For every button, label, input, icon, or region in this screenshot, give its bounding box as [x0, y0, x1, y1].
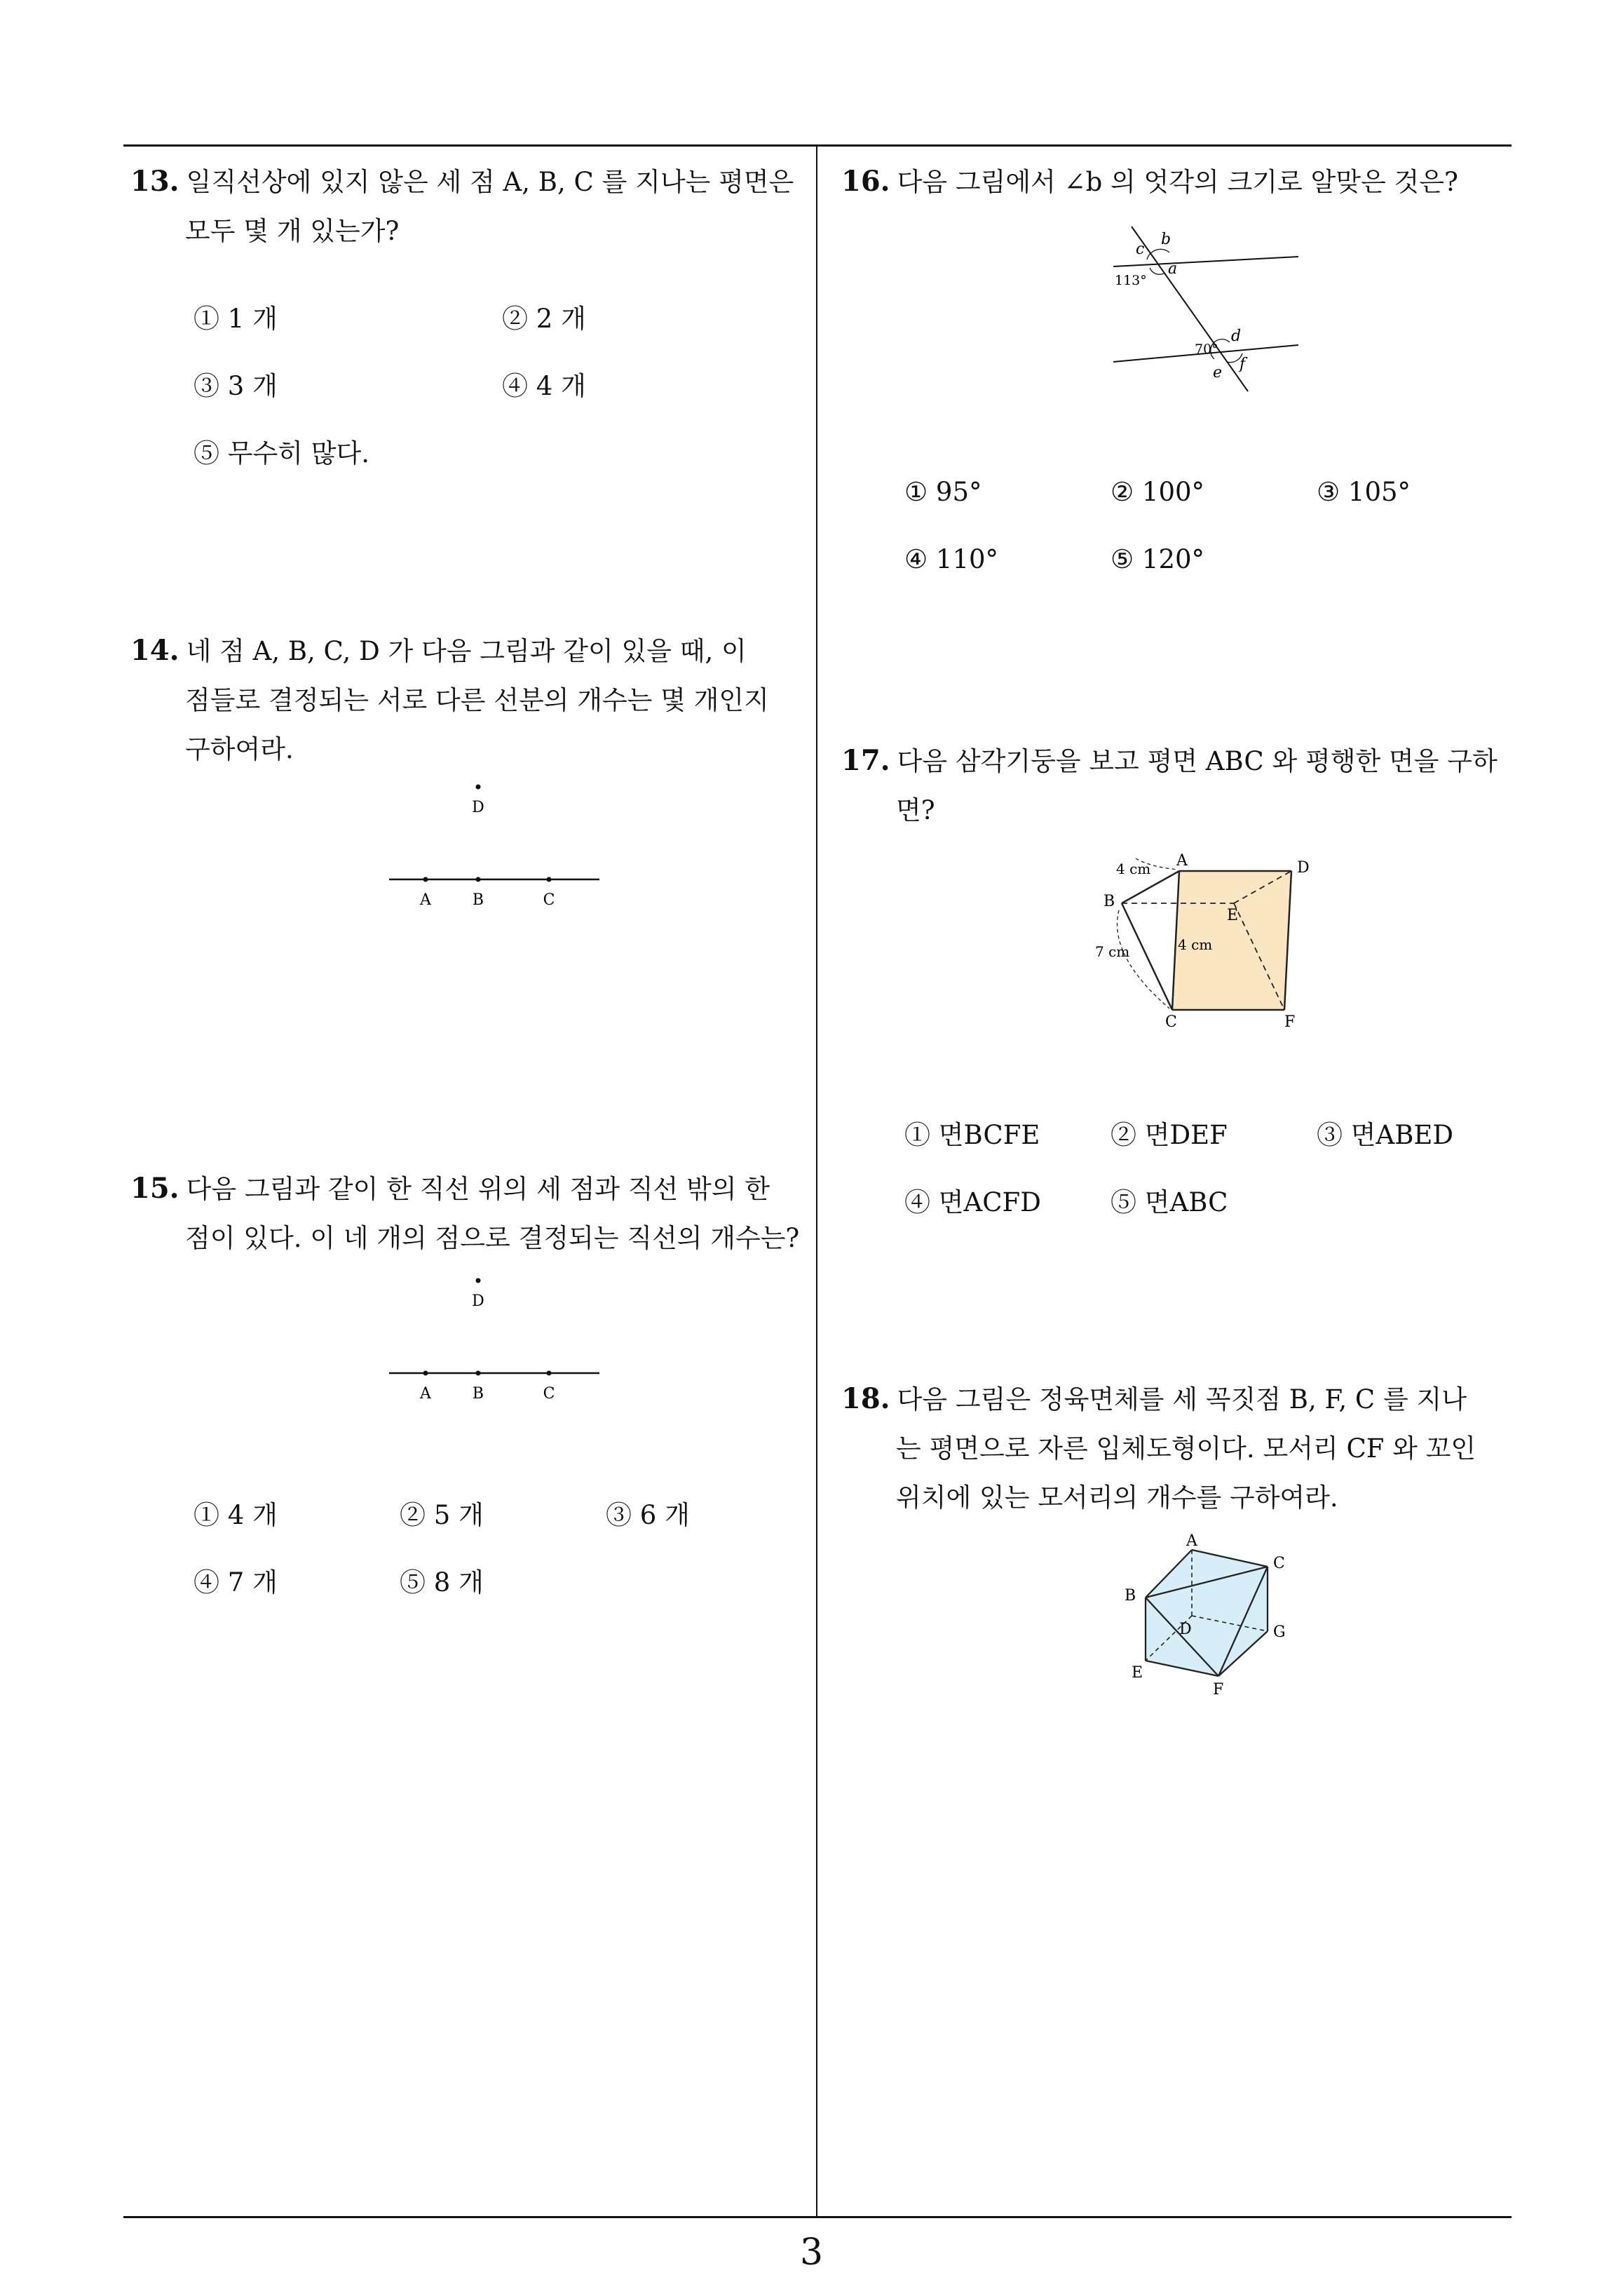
label-c: C: [543, 1385, 555, 1403]
label-c: C: [1273, 1555, 1285, 1572]
question-18-line1: 18. 다음 그림은 정육면체를 세 꼭짓점 B, F, C 를 지나: [841, 1382, 1467, 1415]
q16-choice-4[interactable]: ④ 110°: [904, 544, 999, 574]
transversal: [1132, 227, 1248, 391]
label-b: B: [1103, 893, 1115, 910]
label-a: A: [420, 1385, 431, 1403]
solid-fill: [1146, 1550, 1268, 1676]
label-g: G: [1273, 1623, 1286, 1641]
point-b: [476, 877, 481, 882]
q15-choice-5[interactable]: ⑤ 8 개: [400, 1567, 484, 1598]
question-17-line2: 면?: [896, 795, 935, 825]
q13-choice-1[interactable]: ① 1 개: [193, 304, 278, 334]
label-c: C: [1165, 1013, 1177, 1031]
label-a: A: [1186, 1532, 1197, 1550]
label-70: 70°: [1195, 342, 1218, 357]
label-f: f: [1240, 356, 1246, 373]
point-d: [476, 1278, 481, 1283]
question-18-line2: 는 평면으로 자른 입체도형이다. 모서리 CF 와 꼬인: [896, 1433, 1476, 1464]
label-b: B: [472, 891, 484, 909]
q16-choice-5[interactable]: ⑤ 120°: [1111, 544, 1205, 574]
label-e: E: [1132, 1664, 1143, 1682]
q15-figure: [379, 1265, 610, 1412]
label-a: a: [1168, 260, 1178, 278]
q17-choice-2[interactable]: ② 면DEF: [1111, 1120, 1228, 1150]
question-15-number: 15.: [130, 1172, 179, 1205]
question-14-line1: 14. 네 점 A, B, C, D 가 다음 그림과 같이 있을 때, 이: [130, 634, 747, 667]
label-b: B: [1125, 1587, 1136, 1605]
question-17: [841, 736, 1514, 835]
top-rule: [123, 144, 1512, 147]
label-e: E: [1227, 907, 1239, 924]
q15-choice-4[interactable]: ④ 7 개: [193, 1567, 278, 1598]
page-number: 3: [799, 2231, 824, 2274]
question-18: [841, 1375, 1514, 1522]
question-16-line1: 16. 다음 그림에서 ∠b 의 엇각의 크기로 알맞은 것은?: [841, 165, 1458, 198]
label-d: D: [1179, 1621, 1192, 1638]
label-4cm-mid: 4 cm: [1178, 936, 1213, 953]
label-d: D: [1297, 859, 1310, 877]
q16-choice-1[interactable]: ① 95°: [904, 477, 982, 507]
question-14-line3: 구하여라.: [185, 734, 294, 764]
question-16: [841, 157, 1514, 207]
point-d: [476, 785, 481, 790]
q18-figure: [1115, 1532, 1297, 1721]
label-f: F: [1284, 1013, 1296, 1031]
label-d: d: [1231, 327, 1242, 345]
q15-choice-1[interactable]: ① 4 개: [193, 1500, 278, 1530]
q13-choice-4[interactable]: ④ 4 개: [502, 371, 586, 401]
question-18-number: 18.: [841, 1382, 890, 1415]
angle-arc-b: [1147, 249, 1169, 259]
q13-choice-3[interactable]: ③ 3 개: [193, 371, 278, 401]
label-f: F: [1213, 1681, 1224, 1699]
q14-figure: [379, 771, 610, 919]
label-b: b: [1161, 231, 1172, 248]
label-c: c: [1136, 241, 1145, 258]
question-13: [130, 157, 810, 256]
point-a: [423, 1371, 428, 1376]
question-17-line1: 17. 다음 삼각기둥을 보고 평면 ABC 와 평행한 면을 구하: [841, 744, 1498, 777]
q16-figure: [1108, 223, 1304, 398]
point-c: [547, 877, 552, 882]
q17-choice-5[interactable]: ⑤ 면ABC: [1111, 1187, 1228, 1217]
label-113: 113°: [1115, 273, 1147, 288]
q16-choice-2[interactable]: ② 100°: [1111, 477, 1205, 507]
question-14: [130, 626, 810, 774]
question-13-number: 13.: [130, 165, 179, 198]
q13-choice-5[interactable]: ⑤ 무수히 많다.: [193, 438, 369, 468]
question-18-line3: 위치에 있는 모서리의 개수를 구하여라.: [896, 1483, 1338, 1513]
question-13-line1: 13. 일직선상에 있지 않은 세 점 A, B, C 를 지나는 평면은: [130, 165, 794, 198]
q17-choice-1[interactable]: ① 면BCFE: [904, 1120, 1040, 1150]
question-15-line2: 점이 있다. 이 네 개의 점으로 결정되는 직선의 개수는?: [185, 1223, 800, 1253]
question-14-number: 14.: [130, 634, 179, 667]
label-a: A: [1176, 852, 1188, 870]
question-14-line2: 점들로 결정되는 서로 다른 선분의 개수는 몇 개인지: [185, 685, 769, 715]
question-13-line2: 모두 몇 개 있는가?: [185, 216, 400, 246]
label-4cm-top: 4 cm: [1116, 860, 1151, 877]
q13-choice-2[interactable]: ② 2 개: [502, 304, 586, 334]
q17-choice-3[interactable]: ③ 면ABED: [1317, 1120, 1454, 1150]
bottom-rule: [123, 2216, 1512, 2218]
q17-choice-4[interactable]: ④ 면ACFD: [904, 1187, 1041, 1217]
question-16-number: 16.: [841, 165, 890, 198]
parallel-line-top: [1113, 257, 1298, 266]
column-divider: [816, 144, 817, 2217]
label-b: B: [472, 1385, 484, 1403]
question-15: [130, 1164, 810, 1263]
point-a: [423, 877, 428, 882]
label-7cm: 7 cm: [1095, 943, 1130, 960]
point-c: [547, 1371, 552, 1376]
q17-figure: [1094, 850, 1332, 1032]
label-a: A: [420, 891, 431, 909]
label-c: C: [543, 891, 555, 909]
q16-choice-3[interactable]: ③ 105°: [1317, 477, 1411, 507]
q15-choice-2[interactable]: ② 5 개: [400, 1500, 484, 1530]
label-e: e: [1213, 364, 1223, 381]
q15-choice-3[interactable]: ③ 6 개: [606, 1500, 690, 1530]
label-d: D: [472, 799, 484, 816]
question-15-line1: 15. 다음 그림과 같이 한 직선 위의 세 점과 직선 밖의 한: [130, 1172, 770, 1205]
point-b: [476, 1371, 481, 1376]
label-d: D: [472, 1292, 484, 1310]
question-17-number: 17.: [841, 744, 890, 777]
